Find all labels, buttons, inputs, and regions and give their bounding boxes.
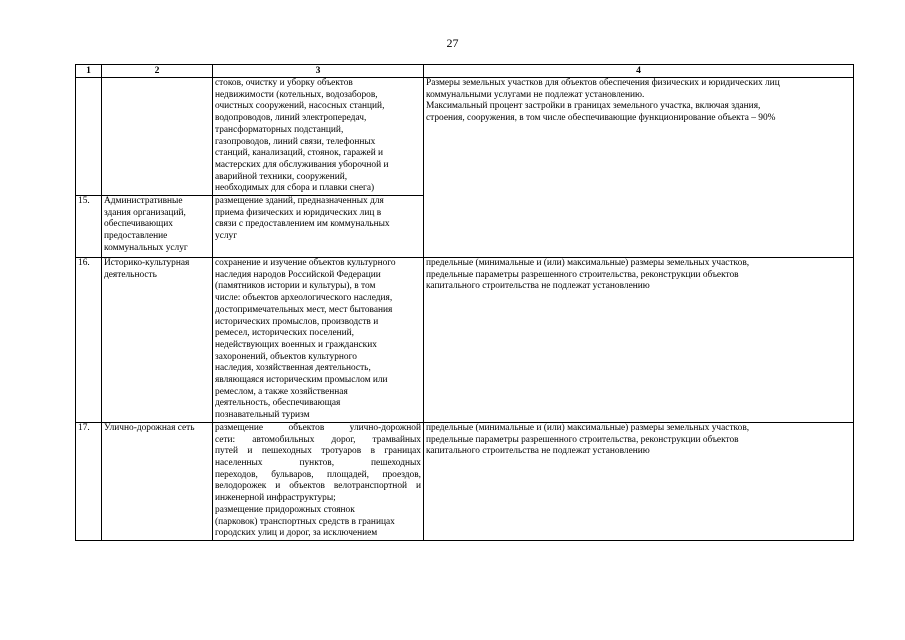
text-line: необходимых для сбора и плавки снега): [215, 183, 375, 194]
text-line: предоставление: [104, 231, 168, 242]
text-line: познавательный туризм: [215, 410, 310, 421]
text-line: являющаяся историческим промыслом или: [215, 375, 388, 386]
text-line: наследия народов Российской Федерации: [215, 269, 381, 280]
row-number: 17.: [76, 422, 102, 540]
text-line: недействующих военных и гражданских: [215, 339, 377, 350]
text-line: предельные (минимальные и (или) максимальные) размеры земельных участков,: [426, 422, 750, 433]
text-line: (памятников истории и культуры), в том: [215, 281, 376, 292]
row-desc-cell: [213, 422, 424, 540]
header-col-1: 1: [76, 65, 102, 78]
text-line: путей и пешеходных тротуаров в границах: [215, 446, 421, 457]
table-row-17: [76, 422, 854, 540]
row-name-cell: [102, 422, 213, 540]
text-line: стоков, очистку и уборку объектов: [215, 78, 353, 88]
utilities-params-cell: [424, 78, 854, 258]
text-line: деятельность: [104, 269, 157, 280]
text-line: предельные (минимальные и (или) максимальные) размеры земельных участков,: [426, 258, 750, 269]
text-line: сохранение и изучение объектов культурного: [215, 258, 396, 269]
row-number: 16.: [76, 258, 102, 423]
text-line: числе: объектов археологического наследия,: [215, 293, 393, 304]
text-line: наследия, хозяйственная деятельность,: [215, 363, 371, 374]
text-line: Административные: [104, 196, 183, 207]
text-line: коммунальными услугами не подлежат установлению.: [426, 89, 645, 100]
header-col-2: 2: [102, 65, 213, 78]
text-line: капитального строительства не подлежат установлению: [426, 446, 650, 457]
text-line: размещение объектов улично-дорожной: [215, 422, 421, 433]
text-line: мастерских для обслуживания уборочной и: [215, 159, 389, 170]
row-name-cell: [102, 196, 213, 258]
text-line: переходов, бульваров, площадей, проездов,: [215, 469, 421, 480]
row-desc-cell: [213, 258, 424, 423]
page-number: 27: [446, 36, 459, 50]
text-line: связи с предоставлением им коммунальных: [215, 219, 390, 230]
text-line: обеспечивающих: [104, 219, 173, 230]
text-line: услуг: [215, 231, 238, 242]
continuation-name-cell: [102, 78, 213, 196]
text-line: очистных сооружений, насосных станций,: [215, 101, 385, 112]
text-line: Историко-культурная: [104, 258, 190, 269]
text-line: исторических промыслов, производств и: [215, 316, 379, 327]
text-line: Максимальный процент застройки в границах земельного участка, включая здания,: [426, 101, 761, 112]
text-line: размещение придорожных стоянок: [215, 504, 355, 515]
text-line: трансформаторных подстанций,: [215, 124, 344, 135]
header-col-3: 3: [213, 65, 424, 78]
continuation-desc-cell: [213, 78, 424, 196]
text-line: (парковок) транспортных средств в границах: [215, 516, 395, 527]
text-line: коммунальных услуг: [104, 242, 188, 253]
text-line: приема физических и юридических лиц в: [215, 207, 382, 218]
text-line: велодорожек и объектов велотранспортной и: [215, 481, 421, 492]
text-line: Улично-дорожная сеть: [104, 422, 195, 433]
text-line: недвижимости (котельных, водозаборов,: [215, 89, 378, 100]
text-line: Размеры земельных участков для объектов обеспечения физических и юридических лиц: [426, 78, 780, 88]
text-line: размещение зданий, предназначенных для: [215, 196, 384, 207]
row-number: 15.: [76, 196, 102, 258]
table-row-continuation: [76, 78, 854, 196]
text-line: здания организаций,: [104, 207, 186, 218]
text-line: водопроводов, линий электропередач,: [215, 113, 367, 124]
continuation-num-cell: [76, 78, 102, 196]
text-line: достопримечательных мест, мест бытования: [215, 304, 393, 315]
text-line: городских улиц и дорог, за исключением: [215, 528, 378, 539]
text-line: предельные параметры разрешенного строительства, реконструкции объектов: [426, 269, 739, 280]
regulations-table: [75, 64, 854, 541]
text-line: ремеслом, а также хозяйственная: [215, 386, 348, 397]
text-line: ремесел, исторических поселений,: [215, 328, 355, 339]
header-col-4: 4: [424, 65, 854, 78]
text-line: предельные параметры разрешенного строительства, реконструкции объектов: [426, 434, 739, 445]
text-line: населенных пунктов, пешеходных: [215, 457, 421, 468]
text-line: аварийной техники, сооружений,: [215, 171, 348, 182]
text-line: захоронений, объектов культурного: [215, 351, 357, 362]
text-line: деятельность, обеспечивающая: [215, 398, 341, 409]
row-desc-cell: [213, 196, 424, 258]
table-row-16: [76, 258, 854, 423]
text-line: станций, канализаций, стоянок, гаражей и: [215, 148, 384, 159]
row-params-cell: [424, 422, 854, 540]
row-name-cell: [102, 258, 213, 423]
row-params-cell: [424, 258, 854, 423]
text-line: капитального строительства не подлежат установлению: [426, 281, 650, 292]
text-line: газопроводов, линий связи, телефонных: [215, 136, 376, 147]
text-line: строения, сооружения, в том числе обеспечивающие функционирование объекта – 90%: [426, 113, 776, 124]
text-line: сети: автомобильных дорог, трамвайных: [215, 434, 421, 445]
table-header-row: [76, 65, 854, 78]
text-line: инженерной инфраструктуры;: [215, 493, 336, 504]
